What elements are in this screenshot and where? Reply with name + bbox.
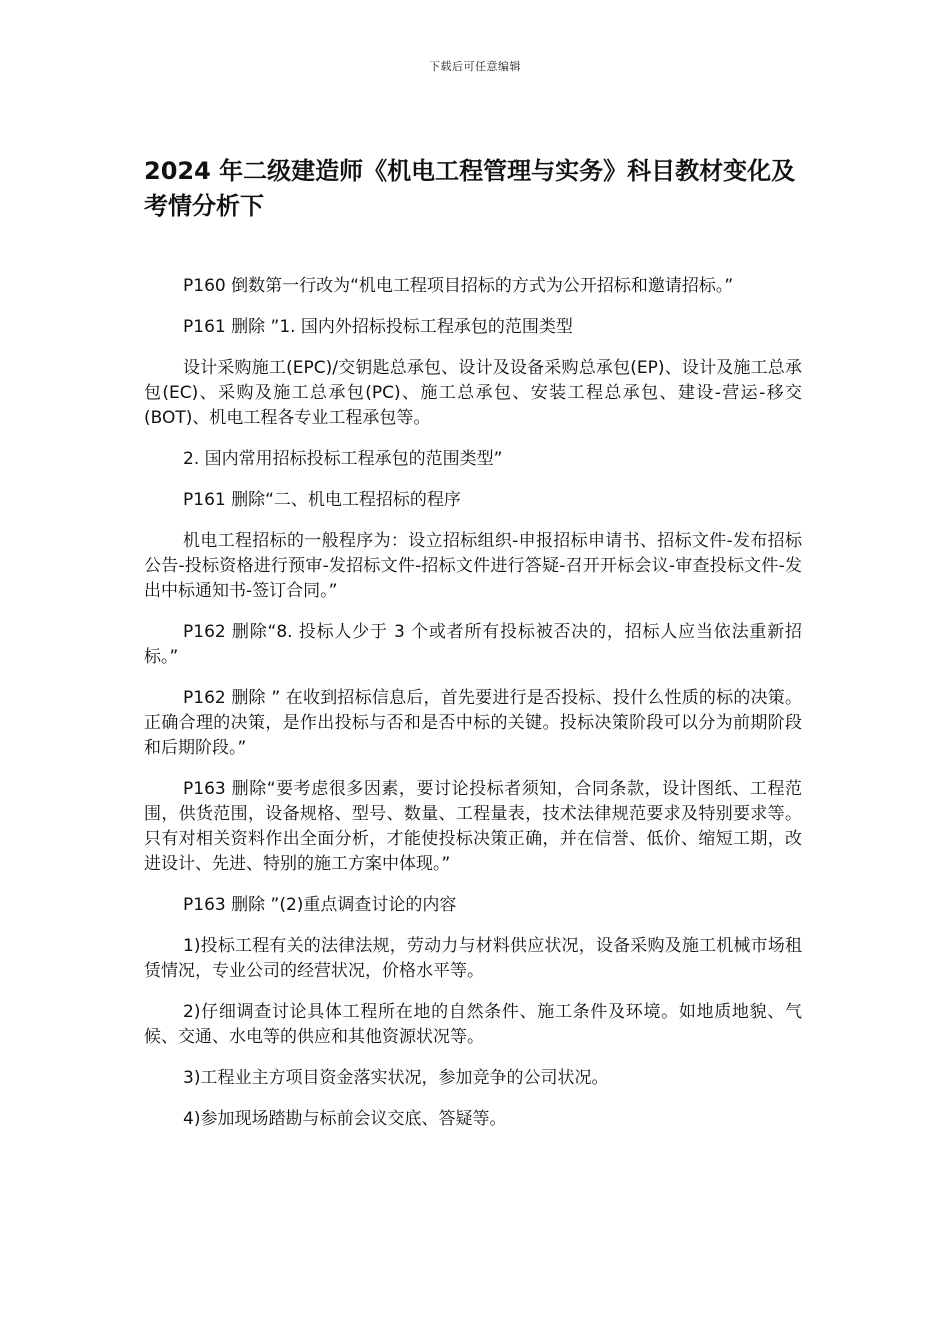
paragraph-p160-revision: P160 倒数第一行改为“机电工程项目招标的方式为公开招标和邀请招标。” bbox=[183, 276, 734, 296]
list-item-investigation-3: 3)工程业主方项目资金落实状况，参加竞争的公司状况。 bbox=[183, 1068, 609, 1088]
list-item-investigation-1: 1)投标工程有关的法律法规，劳动力与材料供应状况，设备采购及施工机械市场租赁情况，专业公司的经营状况，价格水平等。 bbox=[144, 936, 802, 981]
page-header-note: 下载后可任意编辑 bbox=[429, 60, 521, 73]
paragraph-p163-deletion-factors: P163 删除“要考虑很多因素，要讨论投标者须知，合同条款，设计图纸、工程范围，供货范围，设备规格、型号、数量、工程量表，技术法律规范要求及特别要求等。只有对相关资料作出全面分析，才能使投标决策正确，并在信誉、低价、缩短工期，改进设计、先进、特别的施工方案中体现。” bbox=[144, 779, 802, 874]
paragraph-bidding-procedure: 机电工程招标的一般程序为：设立招标组织-申报招标申请书、招标文件-发布招标公告-投标资格进行预审-发招标文件-招标文件进行答疑-召开开标会议-审查投标文件-发出中标通知书-签订合同。” bbox=[144, 531, 802, 601]
paragraph-domestic-scope: 2. 国内常用招标投标工程承包的范围类型” bbox=[183, 449, 503, 469]
paragraph-p162-deletion-rebid: P162 删除“8. 投标人少于 3 个或者所有投标被否决的，招标人应当依法重新招标。” bbox=[144, 622, 802, 667]
paragraph-p161-deletion-scope: P161 删除 ”1. 国内外招标投标工程承包的范围类型 bbox=[183, 317, 573, 337]
list-item-investigation-4: 4)参加现场踏勘与标前会议交底、答疑等。 bbox=[183, 1109, 507, 1129]
paragraph-contract-types: 设计采购施工(EPC)/交钥匙总承包、设计及设备采购总承包(EP)、设计及施工总承包(EC)、采购及施工总承包(PC)、施工总承包、安装工程总承包、建设-营运-移交(BOT)、机电工程各专业工程承包等。 bbox=[144, 358, 802, 428]
document-title: 2024 年二级建造师《机电工程管理与实务》科目教材变化及考情分析下 bbox=[144, 157, 796, 220]
list-item-investigation-2: 2)仔细调查讨论具体工程所在地的自然条件、施工条件及环境。如地质地貌、气候、交通、水电等的供应和其他资源状况等。 bbox=[144, 1002, 802, 1047]
paragraph-p163-deletion-investigation: P163 删除 ”(2)重点调查讨论的内容 bbox=[183, 895, 457, 915]
paragraph-p161-deletion-procedure: P161 删除“二、机电工程招标的程序 bbox=[183, 490, 461, 510]
paragraph-p162-deletion-decision: P162 删除 ” 在收到招标信息后，首先要进行是否投标、投什么性质的标的决策。正确合理的决策，是作出投标与否和是否中标的关键。投标决策阶段可以分为前期阶段和后期阶段。” bbox=[144, 688, 802, 758]
document-body bbox=[144, 274, 802, 1148]
